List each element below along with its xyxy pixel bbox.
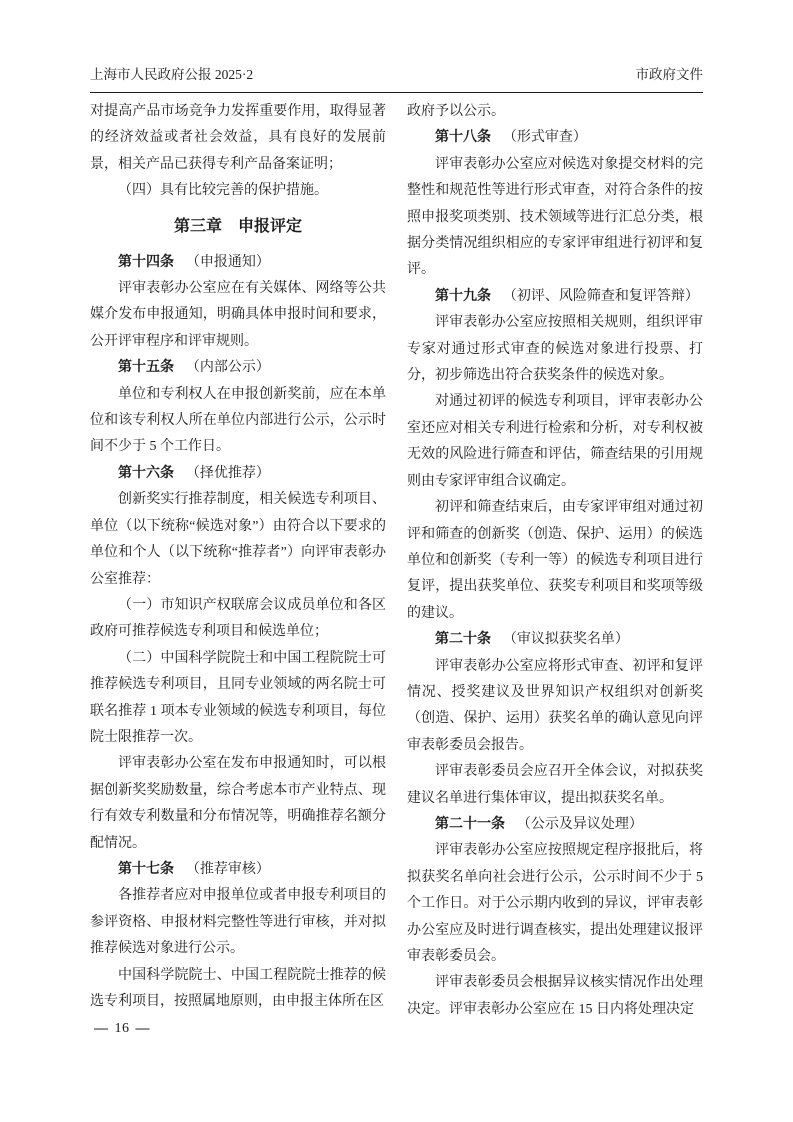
paragraph: 评审表彰办公室应在有关媒体、网络等公共媒介发布申报通知，明确具体申报时间和要求，公开评审程序和评审规则。 [90, 281, 386, 349]
article-heading [90, 250, 386, 276]
article-number: 第十八条 [435, 130, 491, 146]
article-number: 第十四条 [118, 254, 174, 270]
article-number: 第十七条 [118, 861, 174, 877]
paragraph: 评审表彰办公室在发布申报通知时，可以根据创新奖奖励数量，综合考虑本市产业特点、现行有效专利数量和分布情况等，明确推荐名额分配情况。 [90, 756, 386, 851]
article-number: 第二十条 [435, 632, 491, 648]
article-title: （初评、风险筛查和复评答辩） [502, 288, 699, 304]
gazette-title: 上海市人民政府公报 2025·2 [90, 67, 254, 82]
article-title: （择优推荐） [185, 465, 270, 481]
paragraph: 政府予以公示。 [407, 104, 505, 119]
paragraph: 初评和筛查结束后，由专家评审组对通过初评和筛查的创新奖（创造、保护、运用）的候选单位和创新奖（专利一等）的候选专利项目进行复评，提出获奖单位、获奖专利项目和奖项等级的建议。 [407, 500, 703, 621]
paragraph: 评审表彰办公室应按照规定程序报批后，将拟获奖名单向社会进行公示，公示时间不少于 5 个工作日。对于公示期内收到的异议，评审表彰办公室应及时进行调查核实，提出处理建议报评审表彰委员会。 [407, 843, 703, 964]
document-body [90, 99, 703, 1023]
article-title: （内部公示） [185, 360, 270, 376]
paragraph: 评审表彰委员会根据异议核实情况作出处理决定。评审表彰办公室应在 15 日内将处理决定 [407, 975, 703, 1017]
footer-left-dash: — [94, 1021, 109, 1036]
article-title: （审议拟获奖名单） [502, 632, 629, 648]
article-title: （公示及异议处理） [516, 816, 643, 832]
column-right [407, 99, 703, 1023]
article-number: 第十九条 [435, 288, 491, 304]
paragraph: 评审表彰办公室应按照相关规则，组织评审专家对通过形式审查的候选对象进行投票、打分，初步筛选出符合获奖条件的候选对象。 [407, 315, 703, 384]
paragraph: 评审表彰委员会应召开全体会议，对拟获奖建议名单进行集体审议，提出拟获奖名单。 [407, 764, 703, 806]
chapter-heading: 第三章 申报评定 [173, 217, 302, 235]
article-number: 第二十一条 [435, 816, 505, 832]
article-title: （推荐审核） [185, 861, 270, 877]
section-label: 市政府文件 [635, 67, 703, 82]
article-number: 第十五条 [118, 360, 174, 376]
page-header [90, 0, 703, 82]
article-heading [407, 627, 703, 653]
article-heading [90, 355, 386, 381]
article-heading [90, 461, 386, 487]
article-heading [407, 812, 703, 838]
column-left [90, 99, 386, 1023]
page-footer [94, 1020, 150, 1037]
paragraph: 单位和专利权人在申报创新奖前，应在本单位和该专利权人所在单位内部进行公示，公示时间不少于 5 个工作日。 [90, 386, 386, 455]
article-title: （形式审查） [502, 130, 587, 146]
article-heading [407, 125, 703, 151]
paragraph: 对提高产品市场竞争力发挥重要作用，取得显著的经济效益或者社会效益，具有良好的发展前景，相关产品已获得专利产品备案证明； [90, 104, 386, 172]
article-heading [407, 284, 703, 310]
paragraph: （一）市知识产权联席会议成员单位和各区政府可推荐候选专利项目和候选单位； [90, 597, 386, 640]
paragraph: 评审表彰办公室应对候选对象提交材料的完整性和规范性等进行形式审查，对符合条件的按照申报奖项类别、技术领域等进行汇总分类，根据分类情况组织相应的专家评审组进行初评和复评。 [407, 156, 703, 278]
article-number: 第十六条 [118, 465, 174, 481]
page-content [90, 0, 703, 1122]
paragraph: 评审表彰办公室应将形式审查、初评和复评情况、授奖建议及世界知识产权组织对创新奖（创造、保护、运用）获奖名单的确认意见向评审表彰委员会报告。 [407, 658, 703, 753]
paragraph: （二）中国科学院院士和中国工程院院士可推荐候选专利项目，且同专业领域的两名院士可联名推荐 1 项本专业领域的候选专利项目，每位院士限推荐一次。 [90, 650, 386, 745]
paragraph: （四）具有比较完善的保护措施。 [118, 183, 328, 199]
paragraph: 中国科学院院士、中国工程院院士推荐的候选专利项目，按照属地原则，由申报主体所在区 [90, 967, 386, 1009]
article-title: （申报通知） [185, 254, 270, 270]
header-rule [90, 92, 703, 93]
paragraph: 创新奖实行推荐制度，相关候选专利项目、单位（以下统称“候选对象”）由符合以下要求的单位和个人（以下统称“推荐者”）向评审表彰办公室推荐： [90, 492, 386, 587]
article-heading [90, 857, 386, 883]
footer-right-dash: — [135, 1021, 150, 1036]
paragraph: 对通过初评的候选专利项目，评审表彰办公室还应对相关专利进行检索和分析，对专利权被无效的风险进行筛查和评估，筛查结果的引用规则由专家评审组合议确定。 [407, 394, 703, 489]
page-number: 16 [114, 1021, 130, 1036]
paragraph: 各推荐者应对申报单位或者申报专利项目的参评资格、申报材料完整性等进行审核，并对拟推荐候选对象进行公示。 [90, 888, 386, 957]
